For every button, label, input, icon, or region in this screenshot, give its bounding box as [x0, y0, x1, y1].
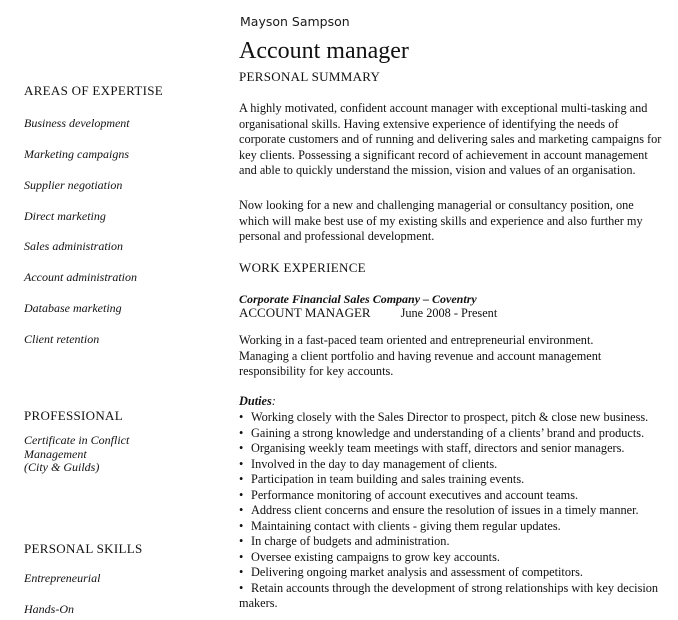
duties-list — [239, 410, 669, 612]
job-title: Account manager — [239, 38, 409, 64]
duty-item: • Oversee existing campaigns to grow key accounts. — [239, 550, 669, 566]
certificate-line: Management — [24, 446, 87, 461]
summary-paragraph: A highly motivated, confident account manager with exceptional multi-tasking and organisational skills. Having extensive experience of identifying the needs of corporate customers and of running and delivering sales and marketing campaigns for key clients. Possessing a significant record of achievement in account management and able to quickly understand the mission, vision and values of an organisation. — [239, 101, 662, 177]
certificate-line: (City & Guilds) — [24, 460, 100, 474]
expertise-item: Direct marketing — [24, 209, 106, 223]
duties-label: Duties — [239, 394, 272, 408]
expertise-item: Marketing campaigns — [24, 147, 129, 161]
duty-item: • Retain accounts through the development of strong relationships with key decision makers. — [239, 581, 669, 612]
candidate-name: Mayson Sampson — [240, 14, 350, 29]
certificate — [24, 434, 129, 475]
duty-item: • Address client concerns and ensure the resolution of issues in a timely manner. — [239, 503, 669, 519]
skill-item: Entrepreneurial — [24, 571, 101, 585]
company-name: Corporate Financial Sales Company – Coventry — [239, 292, 477, 306]
duties-colon: : — [271, 394, 276, 408]
duty-item: • Performance monitoring of account executives and account teams. — [239, 488, 669, 504]
duty-item: • Gaining a strong knowledge and understanding of a clients’ brand and products. — [239, 426, 669, 442]
duty-item: • Organising weekly team meetings with staff, directors and senior managers. — [239, 441, 669, 457]
personal-skills-heading: PERSONAL SKILLS — [24, 541, 143, 556]
certificate-line: Certificate in Conflict — [24, 433, 130, 447]
expertise-item: Database marketing — [24, 301, 122, 315]
duty-item: • Participation in team building and sales training events. — [239, 472, 669, 488]
work-experience-heading: WORK EXPERIENCE — [239, 260, 366, 275]
duty-item: • Involved in the day to day management of clients. — [239, 457, 669, 473]
duty-item: • Working closely with the Sales Director to prospect, pitch & close new business. — [239, 410, 669, 426]
duty-item: • In charge of budgets and administration. — [239, 534, 669, 550]
areas-of-expertise-heading: AREAS OF EXPERTISE — [24, 83, 163, 98]
personal-summary-heading: PERSONAL SUMMARY — [239, 69, 381, 84]
expertise-item: Business development — [24, 116, 130, 130]
professional-heading: PROFESSIONAL — [24, 408, 123, 423]
role-dates: June 2008 - Present — [400, 306, 498, 320]
duty-item: • Maintaining contact with clients - giving them regular updates. — [239, 519, 669, 535]
expertise-item: Client retention — [24, 332, 100, 346]
role-line — [239, 305, 497, 321]
summary-paragraph: Now looking for a new and challenging managerial or consultancy position, one which will make best use of my existing skills and experience and also further my personal and professional development. — [239, 198, 643, 243]
expertise-item: Supplier negotiation — [24, 178, 123, 192]
expertise-item: Account administration — [24, 270, 137, 284]
skill-item: Hands-On — [24, 602, 74, 616]
expertise-item: Sales administration — [24, 239, 124, 253]
duties-heading — [239, 394, 276, 409]
role-description: Working in a fast-paced team oriented and entrepreneurial environment. Managing a client portfolio and having revenue and account management responsibility for key accounts. — [239, 333, 602, 378]
role-title: ACCOUNT MANAGER — [239, 305, 371, 320]
duty-item: • Delivering ongoing market analysis and assessment of competitors. — [239, 565, 669, 581]
